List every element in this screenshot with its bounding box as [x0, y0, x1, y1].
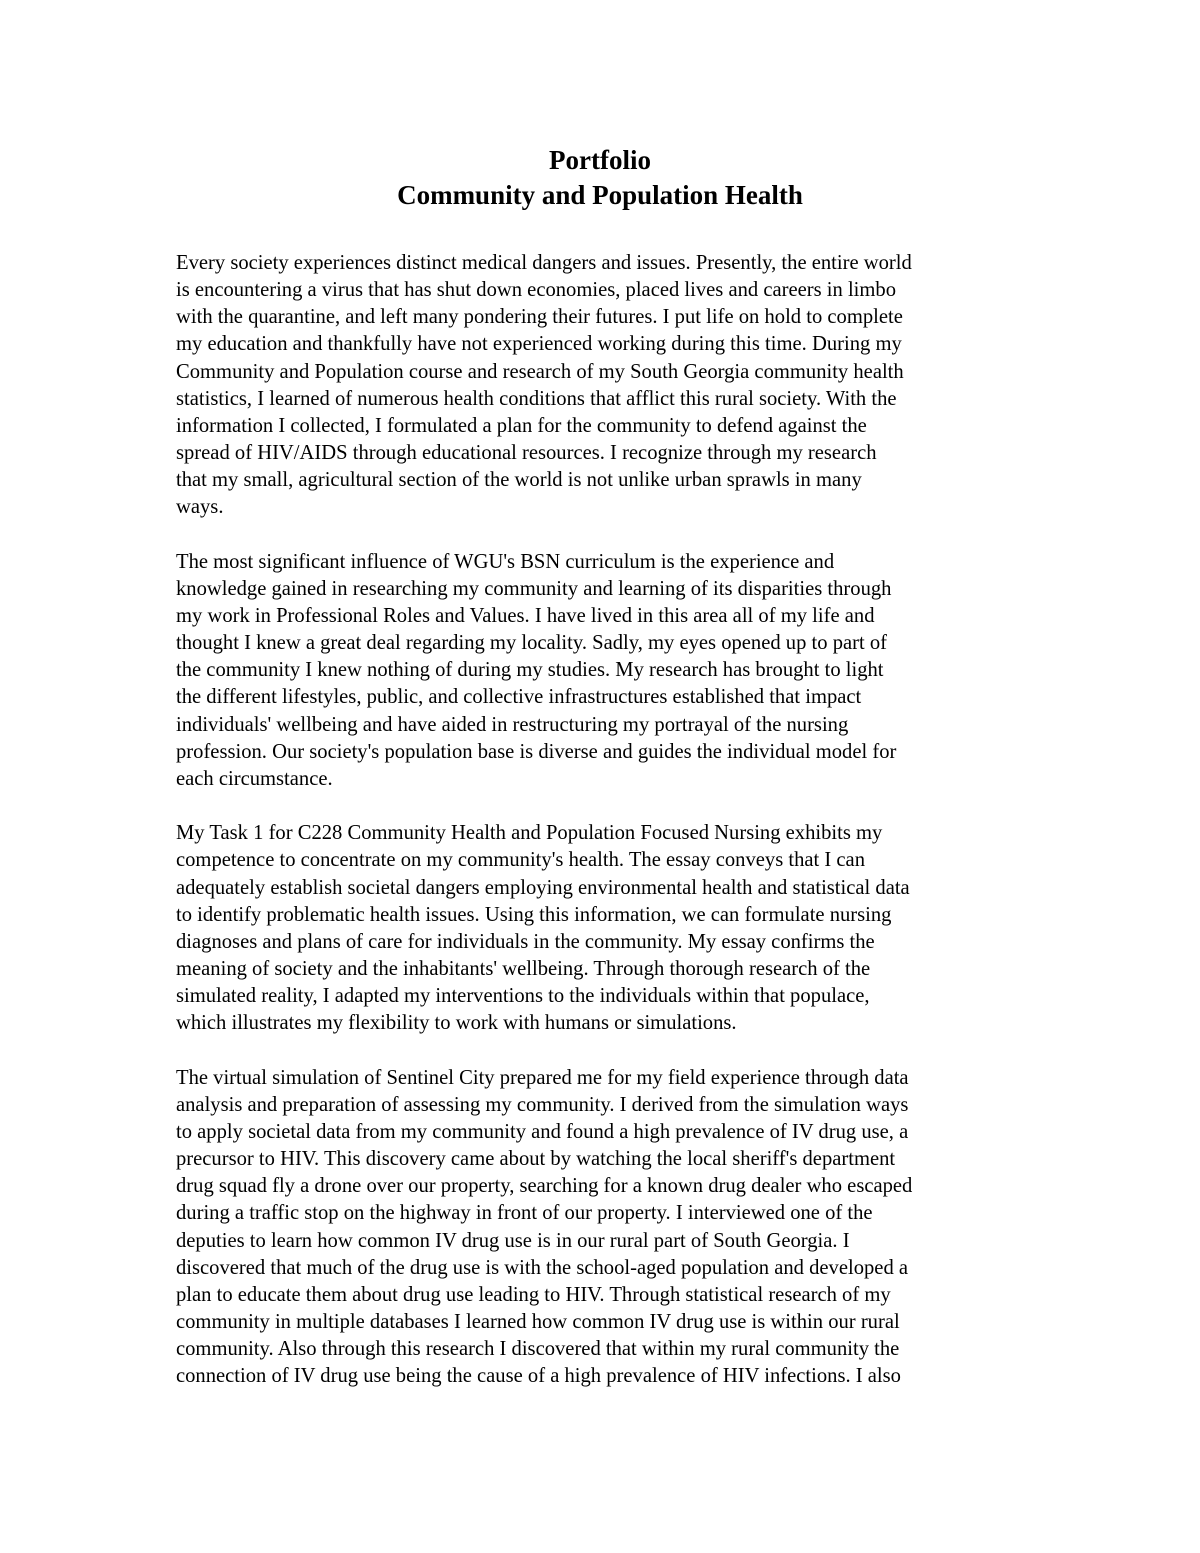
- paragraph: [176, 820, 1056, 1037]
- text-line: community. Also through this research I discovered that within my rural community the: [176, 1338, 900, 1361]
- text-line: Community and Population course and research of my South Georgia community health: [176, 360, 904, 383]
- text-line: ways.: [176, 496, 224, 519]
- text-line: spread of HIV/AIDS through educational resources. I recognize through my research: [176, 442, 877, 465]
- document-subtitle: Community and Population Health: [397, 180, 803, 210]
- text-line: plan to educate them about drug use leading to HIV. Through statistical research of my: [176, 1283, 891, 1306]
- text-line: community in multiple databases I learned how common IV drug use is within our rural: [176, 1311, 900, 1334]
- text-line: statistics, I learned of numerous health conditions that afflict this rural society. With the: [176, 387, 897, 410]
- text-line: my work in Professional Roles and Values. I have lived in this area all of my life and: [176, 605, 875, 628]
- text-line: The most significant influence of WGU's BSN curriculum is the experience and: [176, 550, 835, 573]
- text-line: diagnoses and plans of care for individuals in the community. My essay confirms the: [176, 930, 875, 953]
- text-line: with the quarantine, and left many pondering their futures. I put life on hold to complete: [176, 306, 903, 329]
- text-line: my education and thankfully have not experienced working during this time. During my: [176, 333, 902, 356]
- document-body: [176, 250, 1056, 1418]
- text-line: knowledge gained in researching my community and learning of its disparities through: [176, 577, 892, 600]
- text-line: My Task 1 for C228 Community Health and Population Focused Nursing exhibits my: [176, 822, 883, 845]
- text-line: to apply societal data from my community and found a high prevalence of IV drug use, a: [176, 1120, 909, 1143]
- text-line: simulated reality, I adapted my interventions to the individuals within that populace,: [176, 985, 870, 1008]
- text-line: which illustrates my flexibility to work with humans or simulations.: [176, 1012, 737, 1035]
- text-line: that my small, agricultural section of the world is not unlike urban sprawls in many: [176, 469, 862, 492]
- text-line: analysis and preparation of assessing my community. I derived from the simulation ways: [176, 1093, 909, 1116]
- text-line: information I collected, I formulated a plan for the community to defend against the: [176, 414, 867, 437]
- text-line: precursor to HIV. This discovery came about by watching the local sheriff's department: [176, 1148, 896, 1171]
- text-line: meaning of society and the inhabitants' wellbeing. Through thorough research of the: [176, 958, 871, 981]
- text-line: each circumstance.: [176, 767, 333, 790]
- paragraph: [176, 1065, 1056, 1391]
- text-line: connection of IV drug use being the cause of a high prevalence of HIV infections. I also: [176, 1365, 901, 1388]
- text-line: the different lifestyles, public, and collective infrastructures established that impact: [176, 686, 862, 709]
- paragraph: [176, 250, 1056, 522]
- text-line: is encountering a virus that has shut down economies, placed lives and careers in limbo: [176, 279, 897, 302]
- text-line: discovered that much of the drug use is with the school-aged population and developed a: [176, 1256, 909, 1279]
- text-line: thought I knew a great deal regarding my locality. Sadly, my eyes opened up to part of: [176, 632, 888, 655]
- text-line: deputies to learn how common IV drug use is in our rural part of South Georgia. I: [176, 1229, 850, 1252]
- text-line: profession. Our society's population base is diverse and guides the individual model for: [176, 740, 897, 763]
- text-line: the community I knew nothing of during my studies. My research has brought to light: [176, 659, 884, 682]
- paragraph: [176, 549, 1056, 793]
- text-line: individuals' wellbeing and have aided in restructuring my portrayal of the nursing: [176, 713, 849, 736]
- text-line: drug squad fly a drone over our property, searching for a known drug dealer who escaped: [176, 1175, 913, 1198]
- text-line: adequately establish societal dangers employing environmental health and statistical data: [176, 876, 910, 899]
- text-line: during a traffic stop on the highway in front of our property. I interviewed one of the: [176, 1202, 873, 1225]
- text-line: Every society experiences distinct medical dangers and issues. Presently, the entire world: [176, 252, 912, 274]
- document-title: Portfolio: [549, 145, 651, 175]
- title-block: [0, 143, 1200, 213]
- text-line: The virtual simulation of Sentinel City prepared me for my field experience through data: [176, 1066, 909, 1089]
- text-line: to identify problematic health issues. Using this information, we can formulate nursing: [176, 903, 892, 926]
- text-line: competence to concentrate on my community's health. The essay conveys that I can: [176, 849, 865, 872]
